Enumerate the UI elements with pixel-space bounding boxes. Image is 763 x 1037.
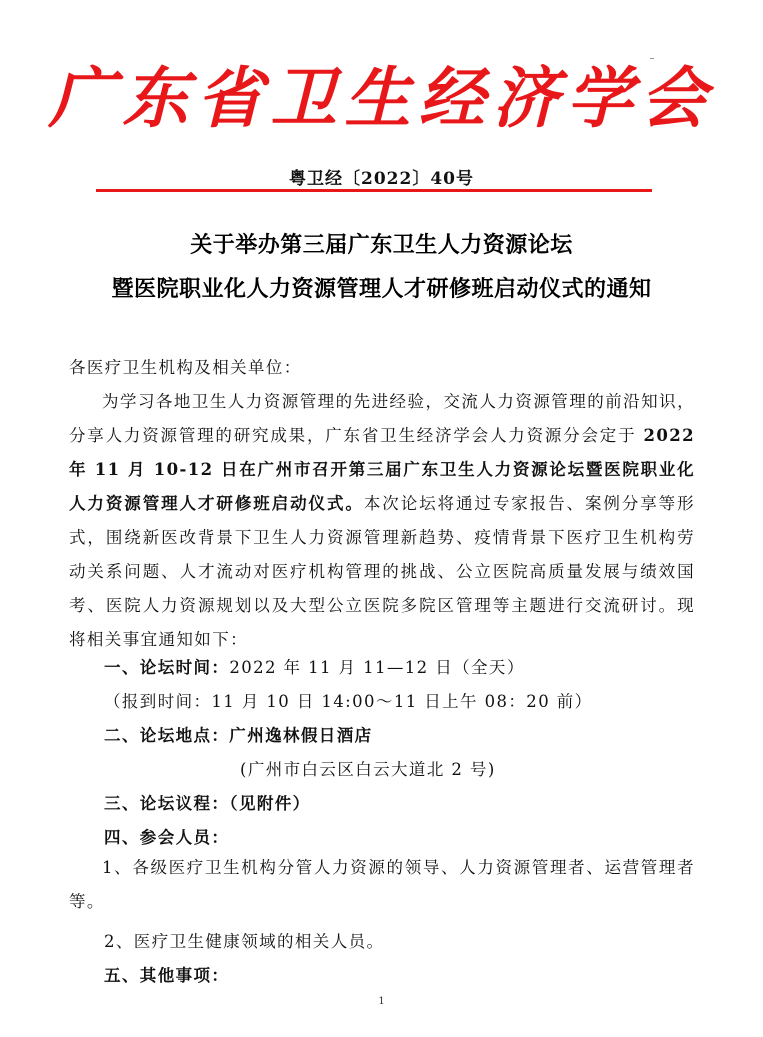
title-line-1: 关于举办第三届广东卫生人力资源论坛 (190, 232, 573, 258)
venue-address: (广州市白云区白云大道北 2 号) (240, 760, 496, 779)
section-place: 二、论坛地点：广州逸林假日酒店 (104, 726, 373, 745)
salutation: 各医疗卫生机构及相关单位： (69, 358, 302, 377)
intro-text-part2: 本次论坛将通过专家报告、案例分享等形式，围绕新医改背景下卫生人力资源管理新趋势、疫情背景下医疗卫生机构劳动关系问题、人才流动对医疗机构管理的挑战、公立医院高质量发展与绩效国考、医院人力资源规划以及大型公立医院多院区管理等主题进行交流研讨。现将相关事宜通知如下： (69, 494, 696, 649)
attendee-item-2: 2、医疗卫生健康领域的相关人员。 (104, 932, 385, 951)
checkin-time: （报到时间：11 月 10 日 14:00～11 日上午 08：20 前） (104, 692, 593, 711)
section-agenda: 三、论坛议程：（见附件） (104, 794, 311, 813)
document-number: 粤卫经〔2022〕40号 (289, 169, 474, 189)
masthead-logo-text: 广东省卫生经济学会 (48, 59, 715, 137)
section-attendees: 四、参会人员： (104, 828, 230, 847)
intro-paragraph (69, 385, 695, 657)
red-divider-line (96, 189, 652, 192)
attendee-item-1: 1、各级医疗卫生机构分管人力资源的领导、人力资源管理者、运营管理者等。 (69, 858, 695, 911)
time-label: 一、论坛时间： (104, 658, 230, 677)
section-other: 五、其他事项： (104, 966, 230, 985)
intro-text-bold: 2022 年 11 月 10-12 日在广州市召开第三届广东卫生人力资源论坛暨医院职业化人力资源管理人才研修班启动仪式。 (69, 426, 695, 513)
time-value: 2022 年 11 月 11—12 日（全天） (229, 658, 525, 677)
intro-text-part1: 为学习各地卫生人力资源管理的先进经验，交流人力资源管理的前沿知识，分享人力资源管理的研究成果，广东省卫生经济学会人力资源分会定于 (69, 392, 695, 445)
section-time (104, 656, 525, 680)
page-number: 1 (378, 996, 385, 1007)
title-line-2: 暨医院职业化人力资源管理人才研修班启动仪式的通知 (111, 276, 652, 302)
